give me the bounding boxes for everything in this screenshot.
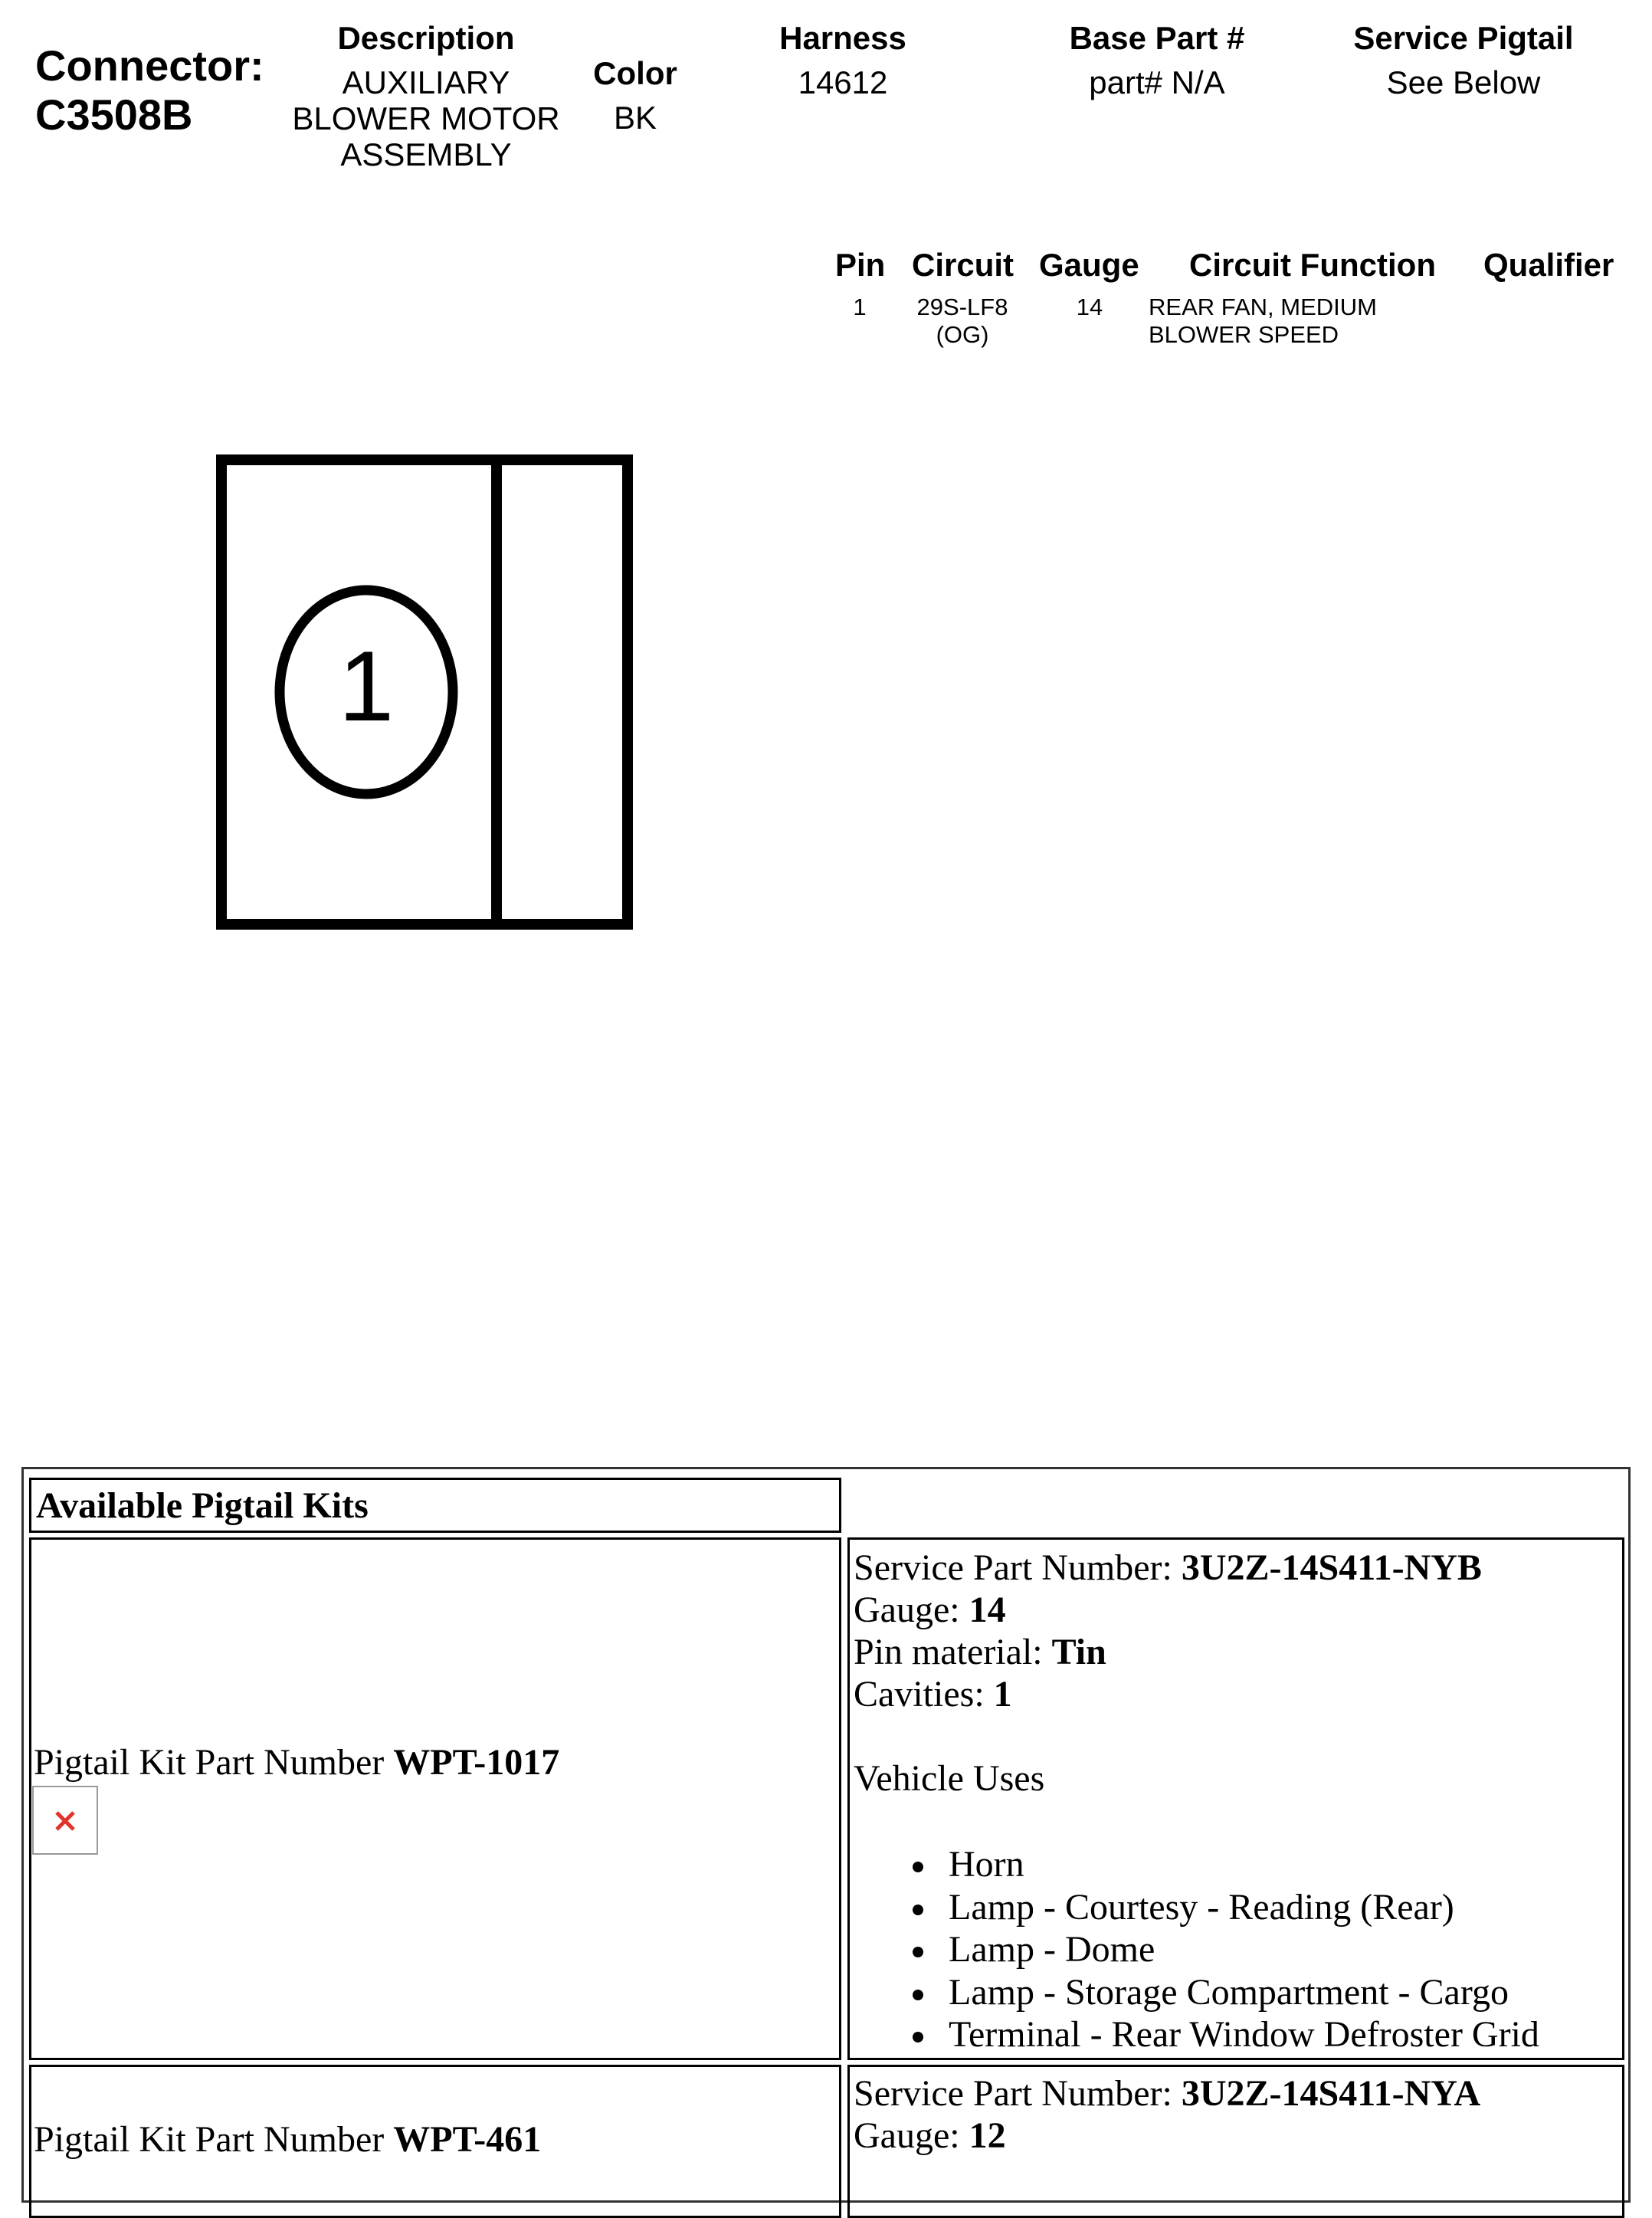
gauge-line (854, 1589, 1620, 1631)
broken-image-x-icon (34, 1787, 97, 1853)
circuit-function-value (1149, 294, 1377, 349)
base-part-header: Base Part # (1069, 20, 1245, 56)
base-part-column (1027, 20, 1287, 100)
broken-image-icon (32, 1786, 98, 1855)
service-part-number: 3U2Z-14S411-NYA (1181, 2073, 1481, 2114)
gauge-label: Gauge: (854, 2115, 969, 2156)
description-line: BLOWER MOTOR (292, 100, 560, 136)
color-header: Color (593, 55, 677, 91)
harness-header: Harness (779, 20, 906, 56)
gauge-number: 14 (969, 1590, 1006, 1630)
service-part-label: Service Part Number: (854, 2073, 1182, 2114)
service-part-label: Service Part Number: (854, 1547, 1182, 1588)
kit-label: Pigtail Kit Part Number (34, 2119, 394, 2160)
pigtail-title-cell (29, 1478, 841, 1533)
kit-label: Pigtail Kit Part Number (34, 1742, 394, 1783)
pin-number-label: 1 (338, 630, 395, 742)
kit-part-number (34, 1741, 559, 1783)
function-line: REAR FAN, MEDIUM (1149, 294, 1377, 320)
circuit-function-header: Circuit Function (1189, 247, 1436, 283)
kit-details (854, 1547, 1620, 2056)
pin-material-value: Tin (1051, 1632, 1106, 1672)
vehicle-use-item: Lamp - Dome (854, 1928, 1620, 1971)
circuit-value (896, 294, 1028, 349)
connector-id: C3508B (35, 90, 193, 139)
harness-column (736, 20, 950, 100)
cavities-value: 1 (993, 1674, 1012, 1714)
kit-details (854, 2072, 1620, 2157)
circuit-header: Circuit (912, 247, 1014, 283)
gauge-value: 14 (1076, 294, 1103, 320)
service-part-line (854, 2072, 1620, 2115)
vehicle-use-item: Horn (854, 1843, 1620, 1886)
gauge-label: Gauge: (854, 1590, 969, 1630)
pigtail-title: Available Pigtail Kits (36, 1485, 369, 1526)
description-line: ASSEMBLY (340, 136, 512, 172)
gauge-number: 12 (969, 2115, 1006, 2156)
harness-value: 14612 (798, 64, 888, 100)
description-line: AUXILIARY (342, 64, 510, 100)
circuit-line: (OG) (936, 321, 989, 348)
vehicle-uses-label: Vehicle Uses (854, 1758, 1045, 1799)
kit-number: WPT-1017 (393, 1742, 560, 1783)
circuit-line: 29S-LF8 (916, 294, 1008, 320)
service-pigtail-value: See Below (1386, 64, 1541, 100)
gauge-line (854, 2115, 1620, 2157)
vehicle-use-item: Lamp - Storage Compartment - Cargo (854, 1971, 1620, 2014)
kit-part-number (34, 2118, 541, 2161)
base-part-value: part# N/A (1089, 64, 1225, 100)
kit-cell-left (29, 1537, 841, 2060)
pin-material-line (854, 1631, 1620, 1673)
service-pigtail-header: Service Pigtail (1353, 20, 1574, 56)
pin-value: 1 (853, 294, 867, 320)
description-header: Description (337, 20, 515, 56)
service-pigtail-column (1333, 20, 1594, 100)
cavities-label: Cavities: (854, 1674, 994, 1714)
function-line: BLOWER SPEED (1149, 321, 1339, 348)
cavities-line (854, 1673, 1620, 1715)
connector-diagram (0, 0, 690, 958)
connector-label: Connector: (35, 41, 264, 90)
pin-header: Pin (835, 247, 886, 283)
kit-number: WPT-461 (393, 2119, 542, 2160)
color-value: BK (613, 100, 657, 136)
vehicle-use-item: Terminal - Rear Window Defroster Grid (854, 2013, 1620, 2056)
pin-material-label: Pin material: (854, 1632, 1052, 1672)
service-part-number: 3U2Z-14S411-NYB (1181, 1547, 1482, 1588)
gauge-header: Gauge (1039, 247, 1139, 283)
vehicle-uses-list (854, 1843, 1620, 2056)
service-part-line (854, 1547, 1620, 1589)
qualifier-header: Qualifier (1483, 247, 1614, 283)
vehicle-use-item: Lamp - Courtesy - Reading (Rear) (854, 1886, 1620, 1929)
